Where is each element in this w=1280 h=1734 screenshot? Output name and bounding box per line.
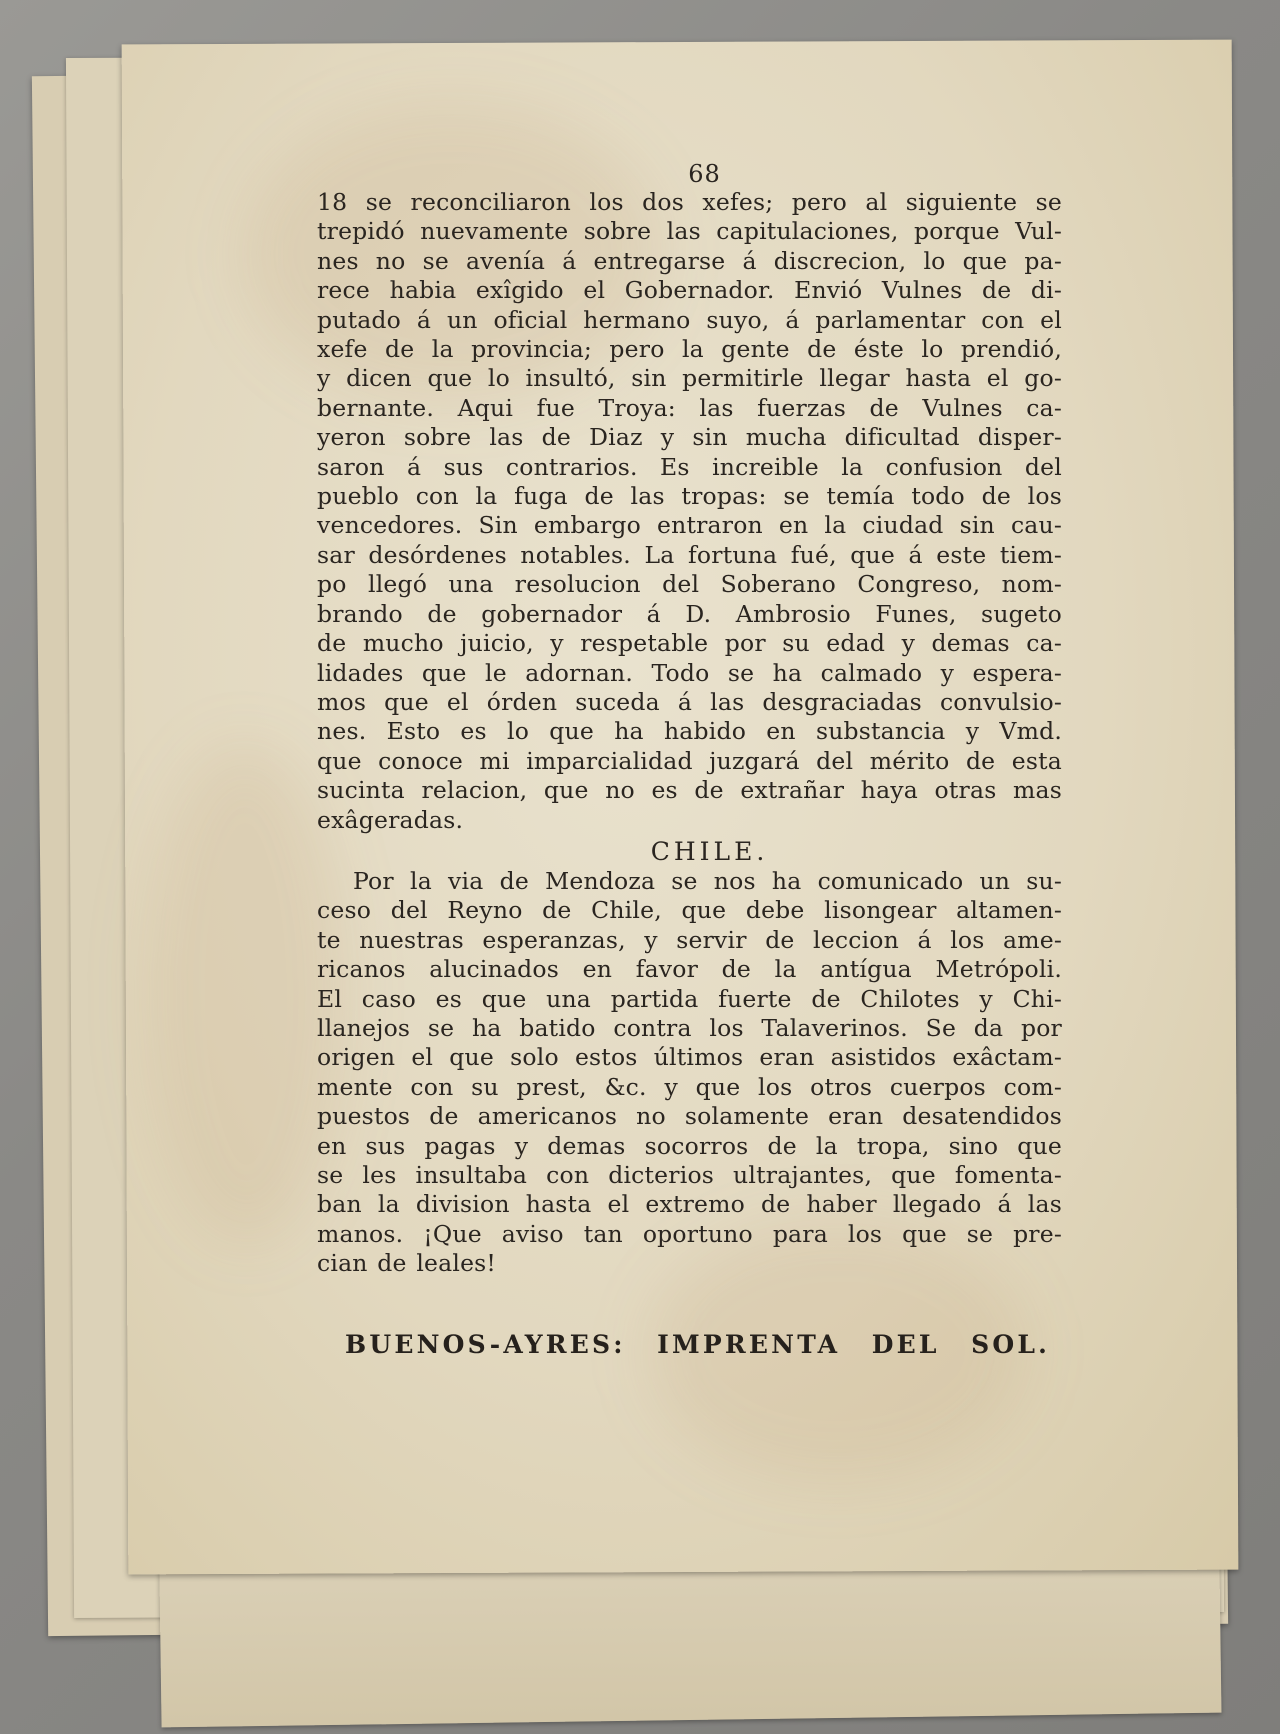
text-line: exâgeradas.	[317, 805, 464, 834]
text-line: ban la division hasta el extremo de haber llegado á las	[317, 1190, 1062, 1219]
text-line: trepidó nuevamente sobre las capitulaciones, porque Vul-	[317, 217, 1062, 246]
printer-imprint: BUENOS-AYRES: IMPRENTA DEL SOL.	[345, 1330, 1050, 1359]
text-block	[317, 160, 1062, 1279]
text-line: pueblo con la fuga de las tropas: se temía todo de los	[317, 482, 1062, 511]
text-line: nes. Esto es lo que ha habido en substancia y Vmd.	[317, 717, 1062, 746]
section-heading: CHILE.	[650, 836, 769, 866]
text-line: y dicen que lo insultó, sin permitirle llegar hasta el go-	[317, 364, 1062, 393]
text-line: yeron sobre las de Diaz y sin mucha dificultad disper-	[317, 423, 1062, 452]
text-line: puestos de americanos no solamente eran desatendidos	[317, 1102, 1062, 1131]
text-line: mos que el órden suceda á las desgraciadas convulsio-	[317, 687, 1062, 716]
text-line: nes no se avenía á entregarse á discrecion, lo que pa-	[317, 246, 1062, 275]
text-line: sucinta relacion, que no es de extrañar haya otras mas	[317, 776, 1062, 805]
text-line: llanejos se ha batido contra los Talaverinos. Se da por	[317, 1013, 1062, 1042]
text-line: manos. ¡Que aviso tan oportuno para los que se pre-	[317, 1219, 1062, 1248]
text-line: bernante. Aqui fue Troya: las fuerzas de Vulnes ca-	[317, 393, 1062, 422]
text-line: cian de leales!	[317, 1249, 497, 1278]
text-line: po llegó una resolucion del Soberano Congreso, nom-	[317, 570, 1062, 599]
text-line: Por la via de Mendoza se nos ha comunicado un su-	[353, 866, 1062, 895]
text-line: rece habia exîgido el Gobernador. Envió Vulnes de di-	[317, 276, 1062, 305]
paragraph-1	[317, 188, 1062, 835]
paragraph-2	[317, 867, 1062, 1279]
text-line: sar desórdenes notables. La fortuna fué, que á este tiem-	[317, 540, 1062, 569]
text-line: putado á un oficial hermano suyo, á parlamentar con el	[317, 305, 1062, 334]
text-line: en sus pagas y demas socorros de la tropa, sino que	[317, 1131, 1062, 1160]
text-line: saron á sus contrarios. Es increible la confusion del	[317, 452, 1062, 481]
text-line: El caso es que una partida fuerte de Chilotes y Chi-	[317, 984, 1062, 1013]
text-line: de mucho juicio, y respetable por su edad y demas ca-	[317, 629, 1062, 658]
page-number: 68	[688, 160, 721, 188]
text-line: vencedores. Sin embargo entraron en la ciudad sin cau-	[317, 511, 1062, 540]
text-line: te nuestras esperanzas, y servir de leccion á los ame-	[317, 925, 1062, 954]
text-line: xefe de la provincia; pero la gente de éste lo prendió,	[317, 335, 1062, 364]
text-line: origen el que solo estos últimos eran asistidos exâctam-	[317, 1043, 1062, 1072]
text-line: 18 se reconciliaron los dos xefes; pero al siguiente se	[317, 188, 1062, 216]
text-line: brando de gobernador á D. Ambrosio Funes, sugeto	[317, 599, 1062, 628]
text-line: que conoce mi imparcialidad juzgará del mérito de esta	[317, 746, 1062, 775]
text-line: lidades que le adornan. Todo se ha calmado y espera-	[317, 658, 1062, 687]
text-line: ricanos alucinados en favor de la antígua Metrópoli.	[317, 955, 1062, 984]
text-line: ceso del Reyno de Chile, que debe lisongear altamen-	[317, 896, 1062, 925]
text-line: se les insultaba con dicterios ultrajantes, que fomenta-	[317, 1161, 1062, 1189]
text-line: mente con su prest, &c. y que los otros cuerpos com-	[317, 1072, 1062, 1101]
